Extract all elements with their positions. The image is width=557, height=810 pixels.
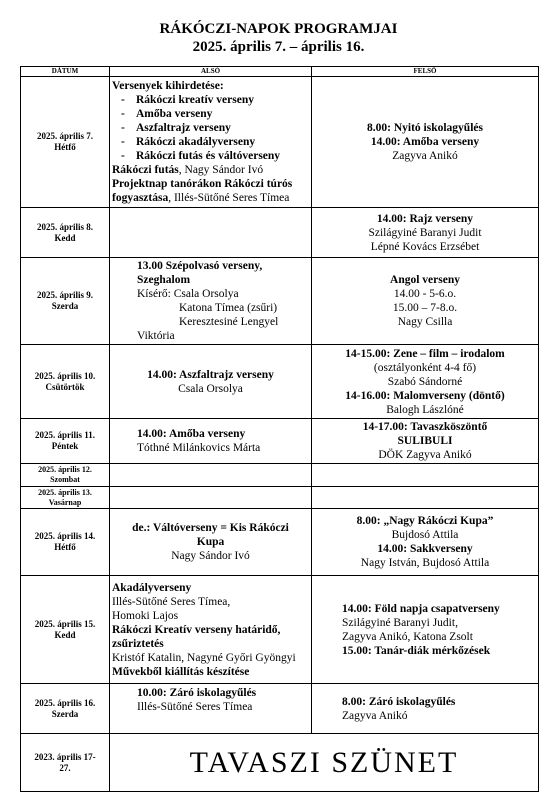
upper-cell xyxy=(312,464,539,487)
header-upper: FELSŐ xyxy=(312,67,539,77)
lower-cell: de.: Váltóverseny = Kis Rákóczi Kupa Nagy Sándor Ivó xyxy=(110,509,312,576)
lower-cell xyxy=(110,464,312,487)
lower-cell: 14.00: Amőba verseny Tóthné Milánkovics Márta xyxy=(110,419,312,464)
header-lower: ALSÓ xyxy=(110,67,312,77)
upper-cell: 14-17.00: Tavaszköszöntő SULIBULI DÖK Zagyva Anikó xyxy=(312,419,539,464)
lower-cell xyxy=(110,487,312,509)
upper-cell: 8.00: Nyitó iskolagyűlés 14.00: Amőba verseny Zagyva Anikó xyxy=(312,77,539,208)
table-row xyxy=(21,576,539,684)
table-row xyxy=(21,509,539,576)
table-row xyxy=(21,487,539,509)
lower-cell: 10.00: Záró iskolagyűlés Illés-Sütőné Seres Tímea xyxy=(110,684,312,734)
date-cell: 2025. április 11. Péntek xyxy=(21,419,110,464)
table-row xyxy=(21,684,539,734)
header-date: DÁTUM xyxy=(21,67,110,77)
upper-cell: 14-15.00: Zene – film – irodalom (osztályonként 4-4 fő) Szabó Sándorné 14-16.00: Malomverseny (döntő) Balogh Lászlóné xyxy=(312,345,539,419)
page-subtitle: 2025. április 7. – április 16. xyxy=(192,39,365,55)
table-row xyxy=(21,464,539,487)
spring-break-text: TAVASZI SZÜNET xyxy=(110,734,539,792)
lower-cell: Akadályverseny Illés-Sütőné Seres Tímea, Homoki Lajos Rákóczi Kreatív verseny határidő, zsűriztetés Kristóf Katalin, Nagyné Győri Gyöngyi Művekből kiállítás készítése xyxy=(110,576,312,684)
upper-cell: 14.00: Rajz verseny Szilágyiné Baranyi Judit Lépné Kovács Erzsébet xyxy=(312,208,539,258)
lower-cell: 13.00 Szépolvasó verseny, Szeghalom Kísérő: Csala Orsolya Katona Tímea (zsűri) Keresztesiné Lengyel Viktória xyxy=(110,258,312,345)
lower-cell: Versenyek kihirdetése: - Rákóczi kreatív verseny - Amőba verseny - Aszfaltrajz verseny - Rákóczi akadályverseny - Rákóczi futás és váltóverseny Rákóczi futás, Nagy Sándor Ivó Projektnap tanórákon Rákóczi túrós fogyasztása, Illés-Sütőné Seres Tímea xyxy=(110,77,312,208)
date-cell: 2025. április 9. Szerda xyxy=(21,258,110,345)
date-cell: 2025. április 14. Hétfő xyxy=(21,509,110,576)
lower-cell: 14.00: Aszfaltrajz verseny Csala Orsolya xyxy=(110,345,312,419)
lower-cell xyxy=(110,208,312,258)
table-row xyxy=(21,258,539,345)
date-cell: 2023. április 17- 27. xyxy=(21,734,110,792)
date-cell: 2025. április 10. Csütörtök xyxy=(21,345,110,419)
table-row xyxy=(21,419,539,464)
table-row xyxy=(21,345,539,419)
upper-cell: 8.00: Záró iskolagyűlés Zagyva Anikó xyxy=(312,684,539,734)
table-row xyxy=(21,77,539,208)
competition-list xyxy=(112,93,309,163)
table-row xyxy=(21,734,539,792)
upper-cell xyxy=(312,487,539,509)
list-item: - Amőba verseny xyxy=(136,107,309,121)
page-title: RÁKÓCZI-NAPOK PROGRAMJAI xyxy=(159,21,398,37)
date-cell: 2025. április 13. Vasárnap xyxy=(21,487,110,509)
list-item: - Rákóczi futás és váltóverseny xyxy=(136,149,309,163)
upper-cell: 14.00: Föld napja csapatverseny Szilágyiné Baranyi Judit, Zagyva Anikó, Katona Zsolt 15.00: Tanár-diák mérkőzések xyxy=(312,576,539,684)
upper-cell: 8.00: „Nagy Rákóczi Kupa” Bujdosó Attila 14.00: Sakkverseny Nagy István, Bujdosó Attila xyxy=(312,509,539,576)
upper-cell: Angol verseny 14.00 - 5-6.o. 15.00 – 7-8.o. Nagy Csilla xyxy=(312,258,539,345)
date-cell: 2025. április 8. Kedd xyxy=(21,208,110,258)
table-row xyxy=(21,208,539,258)
list-item: - Aszfaltrajz verseny xyxy=(136,121,309,135)
date-cell: 2025. április 16. Szerda xyxy=(21,684,110,734)
list-item: - Rákóczi akadályverseny xyxy=(136,135,309,149)
date-cell: 2025. április 15. Kedd xyxy=(21,576,110,684)
program-table xyxy=(20,66,539,792)
table-header-row xyxy=(21,67,539,77)
date-cell: 2025. április 12. Szombat xyxy=(21,464,110,487)
list-item: - Rákóczi kreatív verseny xyxy=(136,93,309,107)
date-cell: 2025. április 7. Hétfő xyxy=(21,77,110,208)
